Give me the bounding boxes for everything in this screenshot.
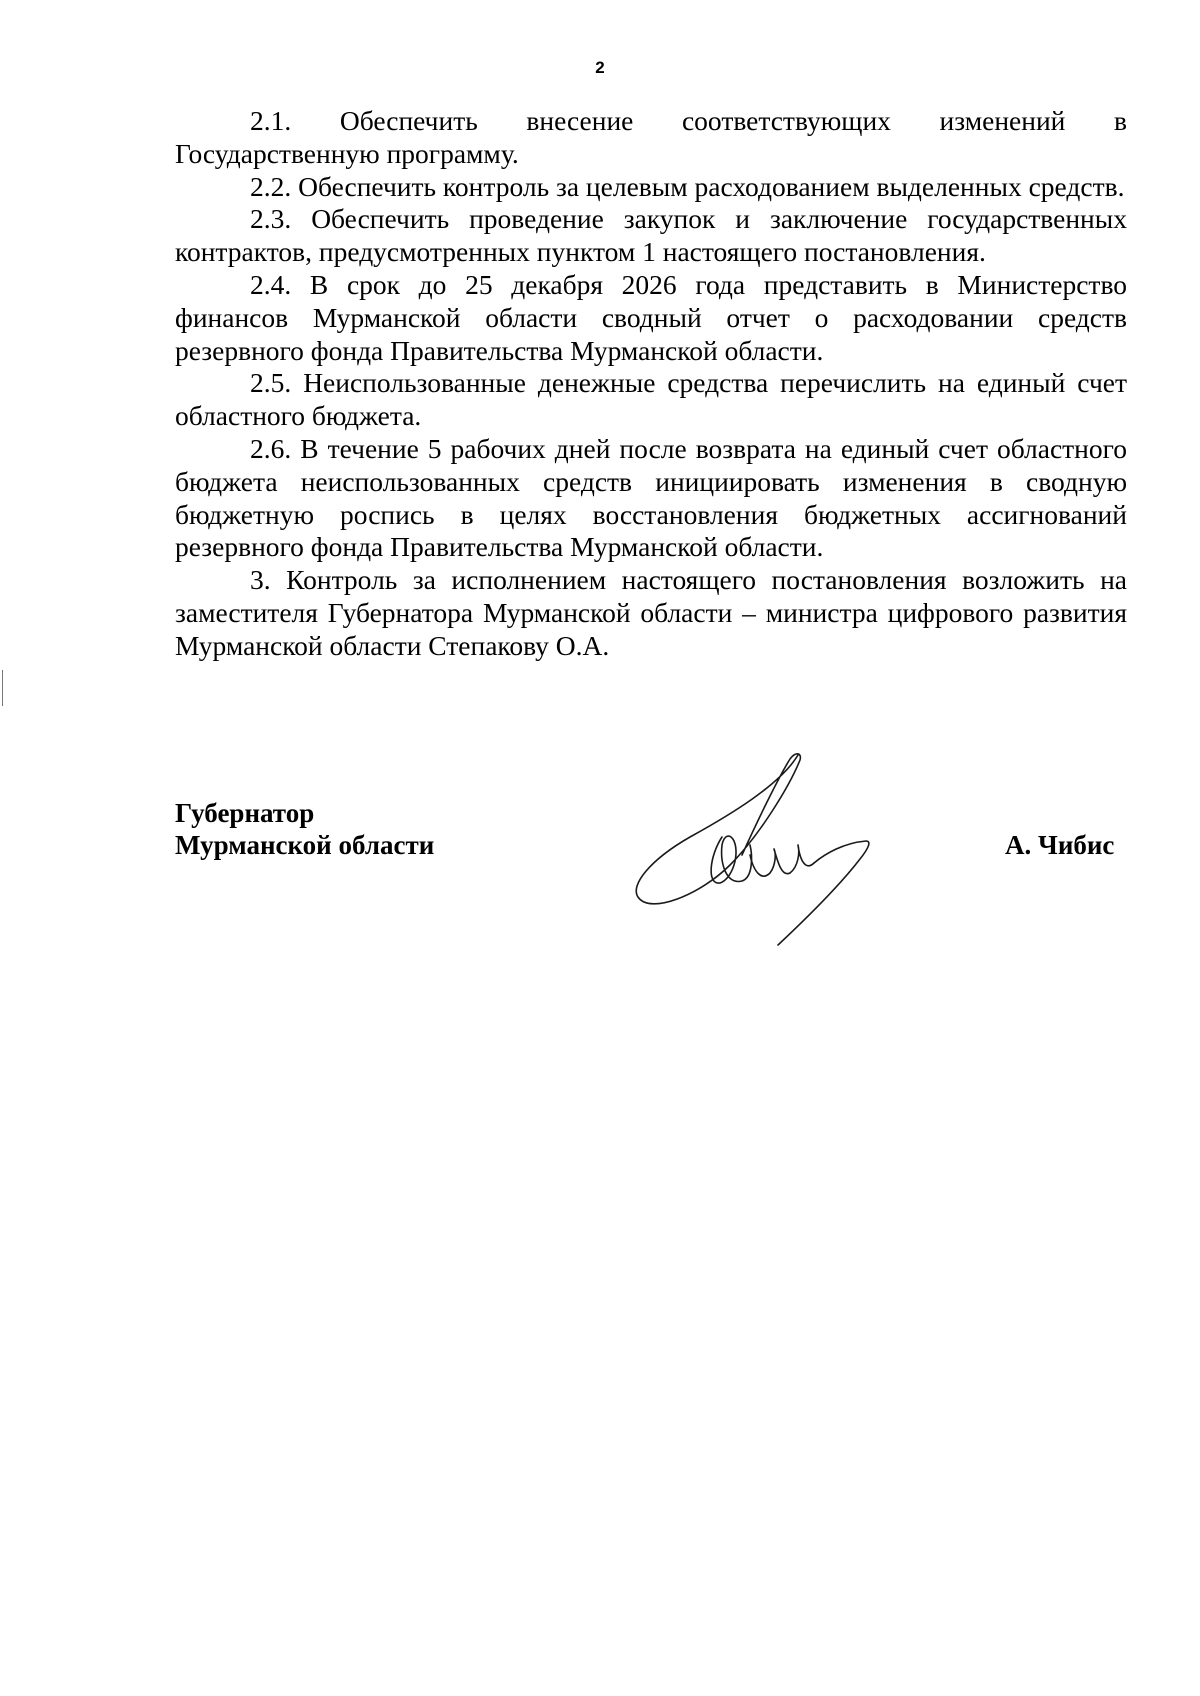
paragraph-2-2: 2.2. Обеспечить контроль за целевым расходованием выделенных средств. [250, 170, 1125, 202]
signatory-title-line-2: Мурманской области [175, 830, 435, 860]
signatory-name: А. Чибис [1005, 830, 1115, 860]
paragraph-2-1: 2.1. Обеспечить внесение соответствующих изменений в Государственную программу. [175, 105, 1127, 169]
paragraph-2-3: 2.3. Обеспечить проведение закупок и заключение государственных контрактов, предусмотренных пунктом 1 настоящего постановления. [175, 203, 1127, 268]
handwritten-signature [630, 745, 890, 955]
paragraph-3: 3. Контроль за исполнением настоящего постановления возложить на заместителя Губернатора Мурманской области – министра цифрового развития Мурманской области Степакову О.А. [175, 564, 1127, 661]
signatory-title-line-1: Губернатор [175, 798, 315, 828]
page-number: 2 [595, 58, 605, 77]
paragraph-2-5: 2.5. Неиспользованные денежные средства перечислить на единый счет областного бюджета. [175, 367, 1127, 432]
scan-edge-mark [2, 670, 3, 706]
document-body [175, 105, 1127, 663]
paragraph-2-4: 2.4. В срок до 25 декабря 2026 года представить в Министерство финансов Мурманской области сводный отчет о расходовании средств резервного фонда Правительства Мурманской области. [175, 268, 1127, 366]
signatory-title [175, 797, 434, 861]
paragraph-2-6: 2.6. В течение 5 рабочих дней после возврата на единый счет областного бюджета неиспользованных средств инициировать изменения в сводную бюджетную роспись в целях восстановления бюджетных ассигнований резервного фонда Правительства Мурманской области. [175, 432, 1127, 563]
